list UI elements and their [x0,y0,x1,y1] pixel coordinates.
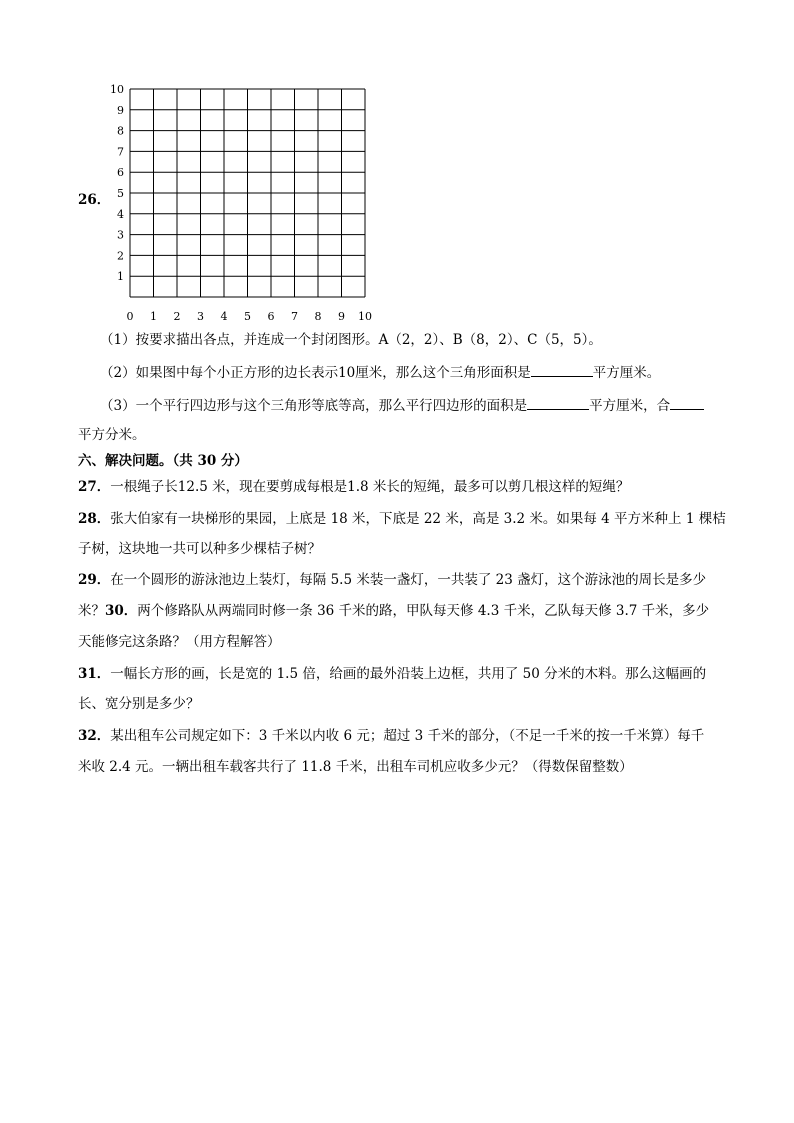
question-29-number: 29． [78,572,111,588]
x-axis-label: 4 [220,310,228,320]
x-axis-label: 9 [338,310,345,320]
x-axis-label: 2 [173,310,181,320]
x-axis-label: 3 [197,310,204,320]
question-31-text-2: 长、宽分别是多少？ [78,696,200,712]
q26-part2-prefix: （2）如果图中每个小正方形的边长表示10厘米，那么这个三角形面积是 [100,365,531,381]
question-32-number: 32． [78,728,111,744]
y-axis-label: 4 [117,207,124,221]
y-axis-label: 1 [117,270,124,284]
q26-part3-prefix: （3）一个平行四边形与这个三角形等底等高，那么平行四边形的面积是 [100,398,528,414]
y-axis-label: 6 [117,166,124,180]
question-28-number: 28． [78,511,111,527]
question-31-number: 31． [78,666,111,682]
q26-part2-answer-blank[interactable] [531,362,593,377]
q26-part3-middle: 平方厘米，合 [589,398,671,414]
q26-part3 [100,395,704,416]
question-32-text-2: 米收 2.4 元。一辆出租车载客共行了 11.8 千米，出租车司机应收多少元？（得数保留整数） [78,759,633,775]
question-28-text-2: 子树，这块地一共可以种多少棵桔子树？ [78,541,321,557]
y-axis-label: 3 [117,228,124,242]
question-32-text-1: 某出租车公司规定如下：3 千米以内收 6 元；超过 3 千米的部分，（不足一千米的按一千米算）每千 [110,728,705,744]
question-29-text-1: 在一个圆形的游泳池边上装灯，每隔 5.5 米装一盏灯，一共装了 23 盏灯，这个游泳池的周长是多少 [110,572,707,588]
question-27-text: 一根绳子长12.5 米，现在要剪成每根是1.8 米长的短绳，最多可以剪几根这样的短绳？ [110,479,630,495]
y-axis-label: 7 [117,145,124,159]
q26-part2-suffix: 平方厘米。 [592,365,661,381]
y-axis-label: 5 [117,187,124,200]
q26-part3-cont: 平方分米。 [78,427,146,443]
x-axis-label: 7 [291,310,298,320]
question-29-line1 [78,570,706,590]
q26-part3-answer-blank-2[interactable] [670,395,704,410]
question-30-text-1: 两个修路队从两端同时修一条 36 千米的路，甲队每天修 4.3 千米，乙队每天修 3.7 千米，多少 [137,603,710,619]
question-28-text-1: 张大伯家有一块梯形的果园，上底是 18 米，下底是 22 米，高是 3.2 米。如果每 4 平方米种上 1 棵桔 [110,511,726,527]
section-6-title: 六、解决问题。（共 30 分） [78,453,248,469]
q26-part1: （1）按要求描出各点，并连成一个封闭图形。A（2，2）、B（8，2）、C（5，5）。 [100,332,602,348]
coordinate-grid [100,80,390,320]
question-32-line1 [78,726,704,746]
question-27-number: 27． [78,479,111,495]
q26-part3-answer-blank-1[interactable] [527,395,589,410]
x-axis-label: 0 [126,310,134,320]
y-axis-label: 2 [117,249,124,263]
question-30-number: 30． [105,603,138,619]
question-31-text-1: 一幅长方形的画，长是宽的 1.5 倍，给画的最外沿装上边框，共用了 50 分米的木料。那么这幅画的 [110,666,707,682]
question-31-line1 [78,664,706,684]
x-axis-label: 5 [244,310,251,320]
x-axis-label: 8 [314,310,322,320]
x-axis-label: 10 [358,310,372,320]
question-30-text-2: 天能修完这条路？（用方程解答） [78,634,281,650]
y-axis-label: 9 [117,103,124,117]
question-29-30-line [78,601,709,621]
question-28-line1 [78,509,726,529]
y-axis-label: 8 [117,124,124,138]
question-26-number: 26． [78,192,111,208]
x-axis-label: 1 [150,310,157,320]
x-axis-label: 6 [267,310,275,320]
q26-part2 [100,362,660,383]
question-27 [78,477,629,497]
question-29-text-2: 米？ [78,603,105,619]
y-axis-label: 10 [110,83,124,96]
